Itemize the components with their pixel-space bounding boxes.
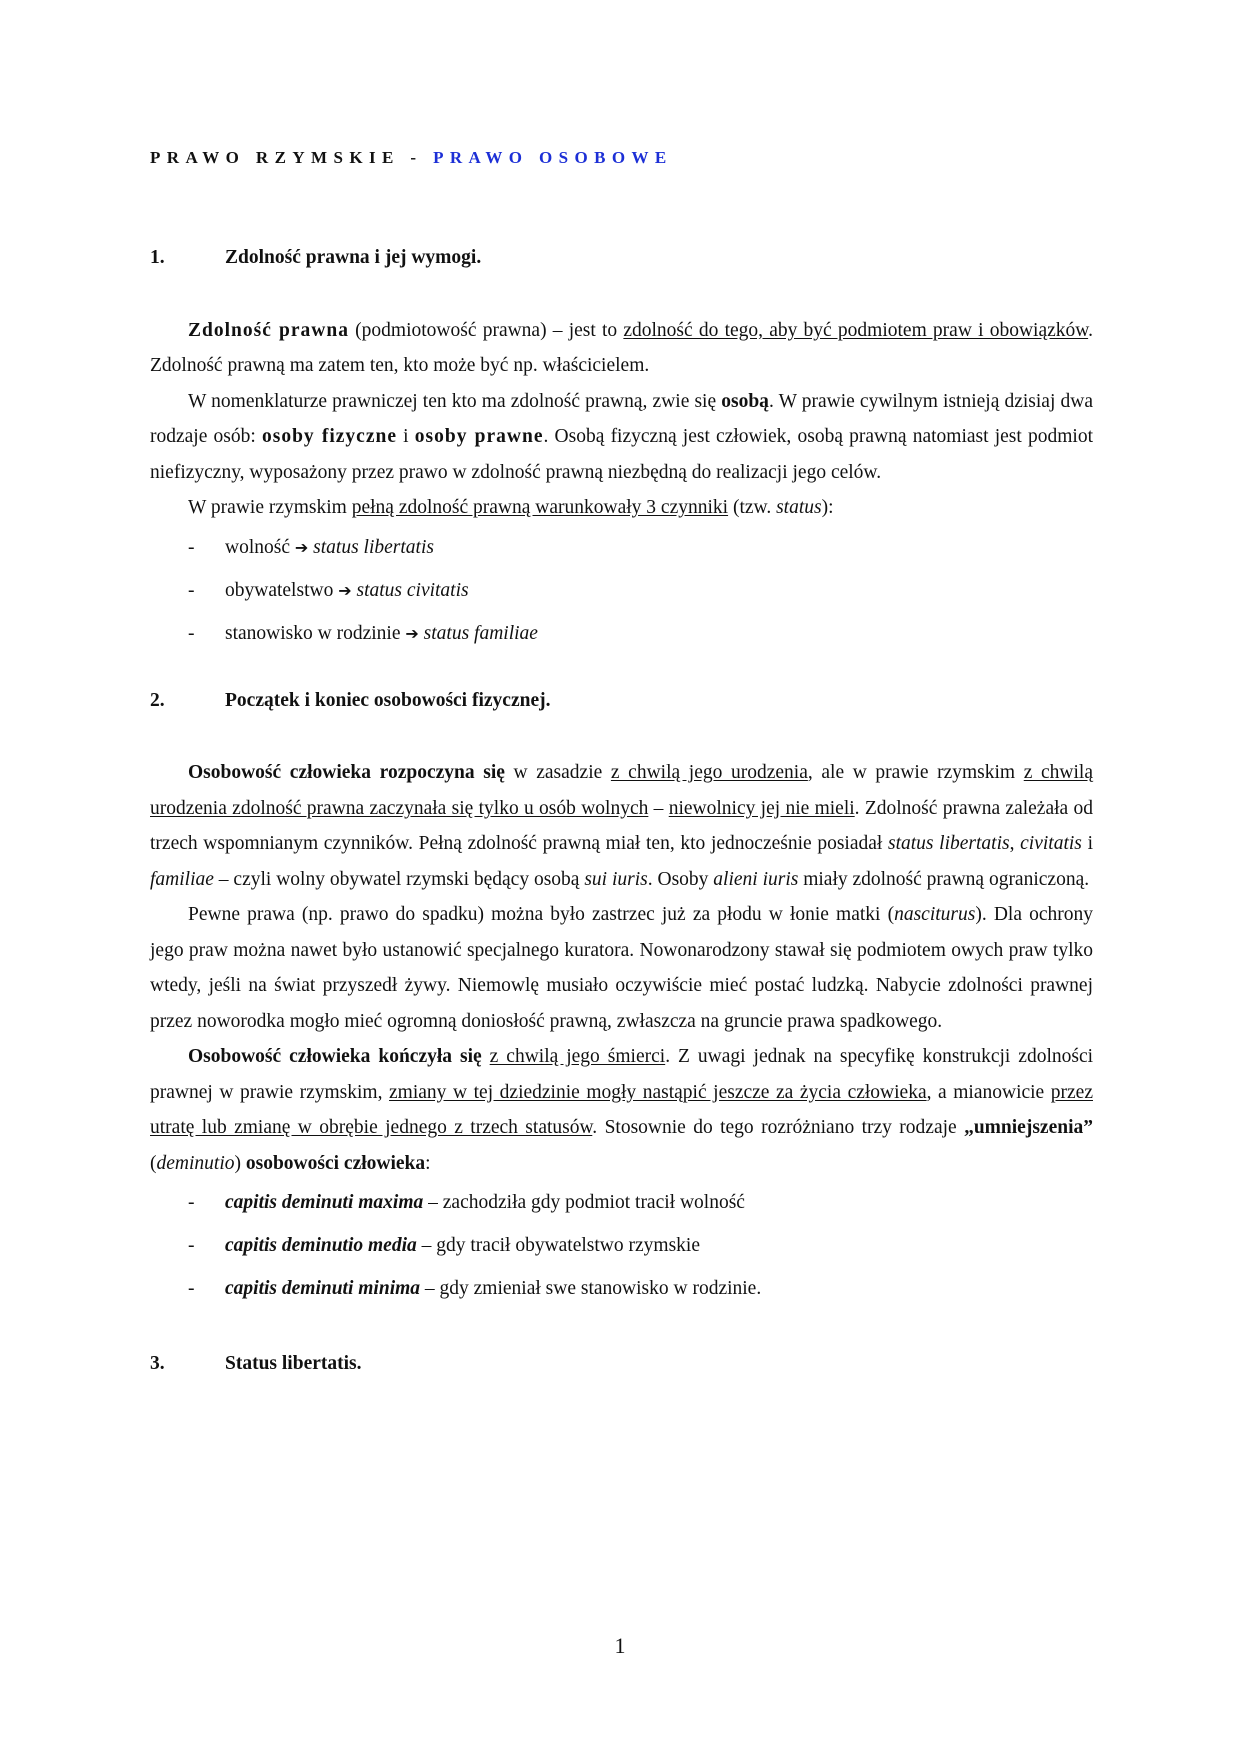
list-item: - stanowisko w rodzinie ➔ status familiae [188,622,538,644]
section-number: 3. [150,1353,165,1374]
list-item: - capitis deminuti maxima – zachodziła gdy podmiot tracił wolność [188,1192,745,1213]
section-1-heading [150,240,1093,276]
paragraph: Pewne prawa (np. prawo do spadku) można było zastrzec już za płodu w łonie matki (nasciturus). Dla ochrony jego praw można nawet było ustanowić specjalnego kuratora. Nowonarodzony stawał się podmiotem owych praw tylko wtedy, jeśli na świat przyszedł żywy. Niemowlę musiało oczywiście mieć postać ludzką. Nabycie zdolności prawnej przez noworodka mogło mieć ogromną doniosłość prawną, zwłaszcza na gruncie prawa spadkowego. [150,904,1093,1032]
arrow-right-icon: ➔ [338,580,352,600]
page-number: 1 [614,1633,626,1658]
section-number: 2. [150,689,165,711]
section-number: 1. [150,247,165,268]
arrow-right-icon: ➔ [294,537,309,557]
arrow-right-icon: ➔ [405,623,419,643]
paragraph: Osobowość człowieka kończyła się z chwilą jego śmierci. Z uwagi jednak na specyfikę konstrukcji zdolności prawnej w prawie rzymskim, zmiany w tej dziedzinie mogły nastąpić jeszcze za życia człowieka, a mianowicie przez utratę lub zmianę w obrębie jednego z trzech statusów. Stosownie do tego rozróżniano trzy rodzaje „umniejszenia” (deminutio) osobowości człowieka: [150,1046,1094,1174]
paragraph: W prawie rzymskim pełną zdolność prawną warunkowały 3 czynniki (tzw. status): [188,497,834,518]
document-title [150,148,673,168]
list-item: - wolność ➔ status libertatis [188,536,434,558]
document-content [150,240,1093,1382]
section-title: Początek i koniec osobowości fizycznej. [225,689,551,711]
status-list [150,526,1093,655]
section-3-heading [150,1346,1093,1382]
section-title: Status libertatis. [225,1353,362,1374]
section-title: Zdolność prawna i jej wymogi. [225,247,482,268]
paragraph: Zdolność prawna (podmiotowość prawna) – jest to zdolność do tego, aby być podmiotem praw i obowiązków. Zdolność prawną ma zatem ten, kto może być np. właścicielem. [150,319,1093,376]
title-subject: PRAWO OSOBOWE [433,148,673,167]
section-2-heading [150,683,1093,719]
paragraph: Osobowość człowieka rozpoczyna się w zasadzie z chwilą jego urodzenia, ale w prawie rzymskim z chwilą urodzenia zdolność prawna zaczynała się tylko u osób wolnych – niewolnicy jej nie mieli. Zdolność prawna zależała od trzech wspomnianym czynników. Pełną zdolność prawną miał ten, kto jednocześnie posiadał status libertatis, civitatis i familiae – czyli wolny obywatel rzymski będący osobą sui iuris. Osoby alieni iuris miały zdolność prawną ograniczoną. [150,762,1093,890]
list-item: - obywatelstwo ➔ status civitatis [188,579,469,601]
list-item: - capitis deminuti minima – gdy zmieniał swe stanowisko w rodzinie. [188,1278,762,1299]
deminutio-list [150,1181,1093,1310]
paragraph: W nomenklaturze prawniczej ten kto ma zdolność prawną, zwie się osobą. W prawie cywilnym istnieją dzisiaj dwa rodzaje osób: osoby fizyczne i osoby prawne. Osobą fizyczną jest człowiek, osobą prawną natomiast jest podmiot niefizyczny, wyposażony przez prawo w zdolność prawną niezbędną do realizacji jego celów. [150,390,1093,483]
list-item: - capitis deminutio media – gdy tracił obywatelstwo rzymskie [188,1235,700,1256]
title-main: PRAWO RZYMSKIE - [150,148,434,167]
